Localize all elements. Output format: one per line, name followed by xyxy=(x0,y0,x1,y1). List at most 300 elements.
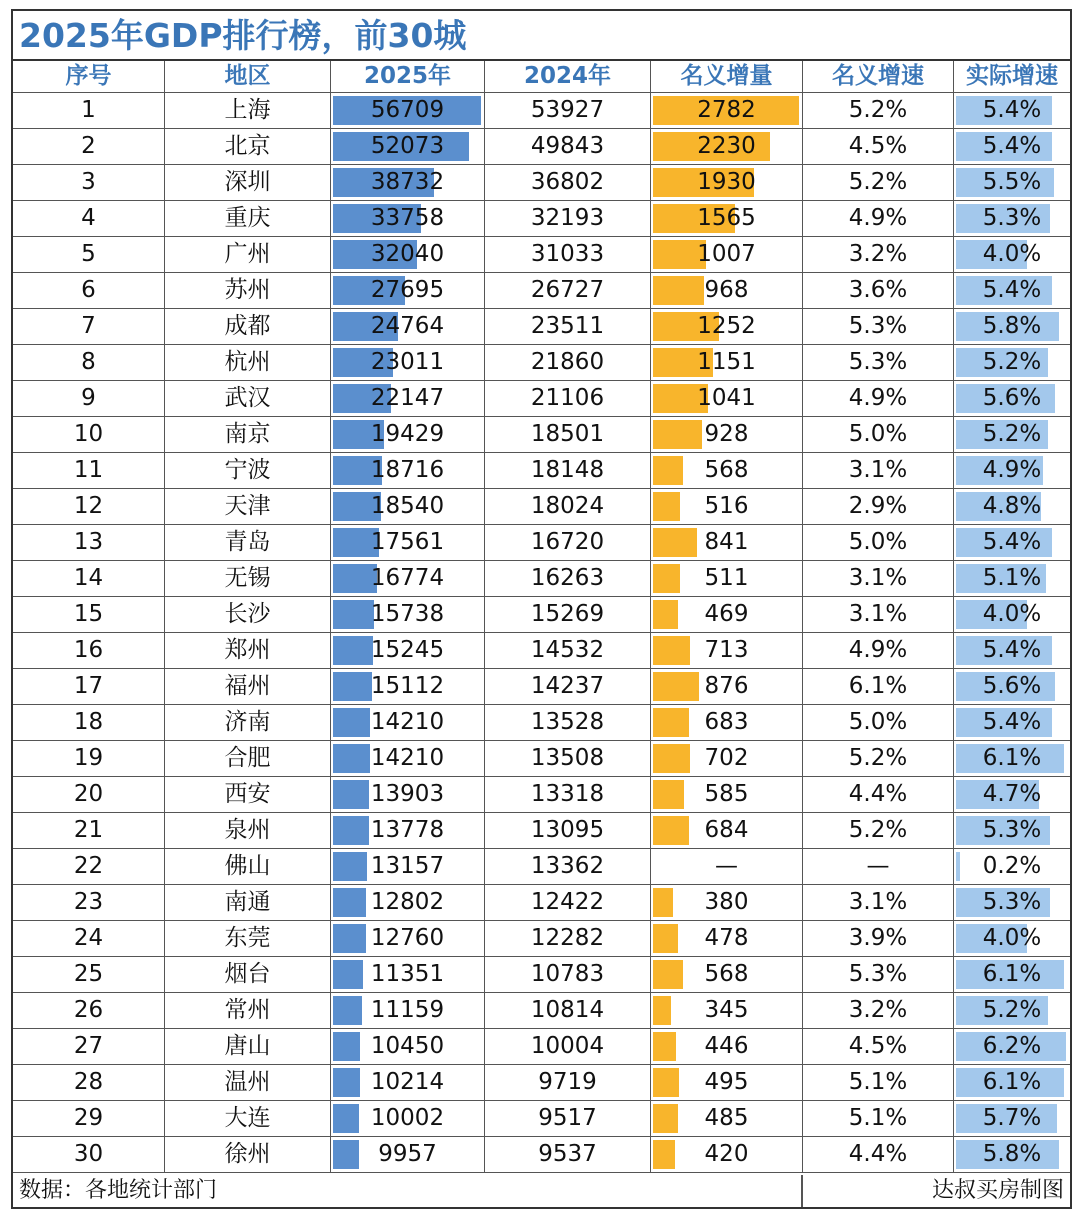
cell-value: 苏州 xyxy=(224,277,271,303)
cell-value: 6 xyxy=(81,277,96,303)
city-cell xyxy=(165,1065,331,1100)
gdp-2024-cell xyxy=(485,201,651,236)
value-bar xyxy=(653,960,683,989)
cell-value: 5.3% xyxy=(982,817,1042,843)
cell-value: 14237 xyxy=(530,673,605,699)
rank-cell xyxy=(13,813,165,848)
rank-cell xyxy=(13,741,165,776)
city-cell xyxy=(165,453,331,488)
nominal-growth-cell xyxy=(803,561,954,596)
value-bar xyxy=(333,780,369,809)
column-header: 2025年 xyxy=(331,61,485,92)
page-title: 2025年GDP排行榜，前30城 xyxy=(13,11,1070,61)
value-bar xyxy=(333,888,366,917)
cell-value: 18 xyxy=(73,709,104,735)
cell-value: 2.9% xyxy=(848,493,908,519)
rank-cell xyxy=(13,129,165,164)
cell-value: 9719 xyxy=(538,1069,597,1095)
table-row xyxy=(13,1101,1070,1137)
cell-value: 4.9% xyxy=(848,637,908,663)
cell-value: 3.1% xyxy=(848,457,908,483)
cell-value: 11351 xyxy=(370,961,445,987)
cell-value: 5.2% xyxy=(848,97,908,123)
cell-value: 大连 xyxy=(224,1105,271,1131)
cell-value: 杭州 xyxy=(224,349,271,375)
nominal-growth-cell xyxy=(803,705,954,740)
cell-value: 27695 xyxy=(370,277,445,303)
cell-value: 5.3% xyxy=(982,205,1042,231)
cell-value: 长沙 xyxy=(224,601,271,627)
nominal-growth-cell xyxy=(803,453,954,488)
value-bar xyxy=(333,816,369,845)
rank-cell xyxy=(13,1101,165,1136)
value-bar xyxy=(653,672,699,701)
cell-value: 5.1% xyxy=(848,1105,908,1131)
table-row xyxy=(13,741,1070,777)
cell-value: 31033 xyxy=(530,241,605,267)
cell-value: 9 xyxy=(81,385,96,411)
gdp-2024-cell xyxy=(485,417,651,452)
real-growth-cell xyxy=(954,237,1070,272)
table-row xyxy=(13,93,1070,129)
increment-cell xyxy=(651,813,803,848)
table-row xyxy=(13,1137,1070,1173)
value-bar xyxy=(653,636,690,665)
increment-cell xyxy=(651,849,803,884)
table-row xyxy=(13,273,1070,309)
cell-value: 25 xyxy=(73,961,104,987)
cell-value: 23511 xyxy=(530,313,605,339)
cell-value: 511 xyxy=(704,565,749,591)
table-header-row xyxy=(13,61,1070,93)
column-header: 名义增量 xyxy=(651,61,803,92)
gdp-2024-cell xyxy=(485,669,651,704)
cell-value: 32193 xyxy=(530,205,605,231)
real-growth-cell xyxy=(954,345,1070,380)
cell-value: 2230 xyxy=(697,133,756,159)
cell-value: 53927 xyxy=(530,97,605,123)
city-cell xyxy=(165,885,331,920)
city-cell xyxy=(165,489,331,524)
cell-value: 11159 xyxy=(370,997,445,1023)
cell-value: 福州 xyxy=(224,673,271,699)
gdp-2025-cell xyxy=(331,777,485,812)
rank-cell xyxy=(13,525,165,560)
gdp-2025-cell xyxy=(331,957,485,992)
value-bar xyxy=(333,744,370,773)
nominal-growth-cell xyxy=(803,597,954,632)
cell-value: 13362 xyxy=(530,853,605,879)
cell-value: 7 xyxy=(81,313,96,339)
rank-cell xyxy=(13,381,165,416)
city-cell xyxy=(165,849,331,884)
real-growth-cell xyxy=(954,525,1070,560)
cell-value: 20 xyxy=(73,781,104,807)
cell-value: 4.9% xyxy=(848,385,908,411)
cell-value: 上海 xyxy=(224,97,271,123)
cell-value: 16774 xyxy=(370,565,445,591)
cell-value: 9517 xyxy=(538,1105,597,1131)
table-row xyxy=(13,129,1070,165)
cell-value: 928 xyxy=(704,421,749,447)
table-row xyxy=(13,201,1070,237)
value-bar xyxy=(653,1068,679,1097)
real-growth-cell xyxy=(954,381,1070,416)
cell-value: 568 xyxy=(704,457,749,483)
real-growth-cell xyxy=(954,1137,1070,1172)
gdp-2025-cell xyxy=(331,1137,485,1172)
cell-value: 10783 xyxy=(530,961,605,987)
gdp-2025-cell xyxy=(331,1029,485,1064)
cell-value: 5.8% xyxy=(982,1141,1042,1167)
cell-value: 4.4% xyxy=(848,1141,908,1167)
city-cell xyxy=(165,561,331,596)
cell-value: 唐山 xyxy=(224,1033,271,1059)
gdp-2025-cell xyxy=(331,309,485,344)
increment-cell xyxy=(651,1065,803,1100)
cell-value: 5.7% xyxy=(982,1105,1042,1131)
city-cell xyxy=(165,417,331,452)
cell-value: 烟台 xyxy=(224,961,271,987)
cell-value: 12760 xyxy=(370,925,445,951)
city-cell xyxy=(165,597,331,632)
cell-value: 18716 xyxy=(370,457,445,483)
gdp-2024-cell xyxy=(485,93,651,128)
city-cell xyxy=(165,273,331,308)
cell-value: 5.8% xyxy=(982,313,1042,339)
increment-cell xyxy=(651,957,803,992)
nominal-growth-cell xyxy=(803,849,954,884)
real-growth-cell xyxy=(954,273,1070,308)
gdp-2024-cell xyxy=(485,381,651,416)
gdp-2025-cell xyxy=(331,561,485,596)
value-bar xyxy=(333,636,373,665)
cell-value: 重庆 xyxy=(224,205,271,231)
cell-value: 1 xyxy=(81,97,96,123)
cell-value: 36802 xyxy=(530,169,605,195)
table-row xyxy=(13,381,1070,417)
cell-value: 469 xyxy=(704,601,749,627)
rank-cell xyxy=(13,705,165,740)
nominal-growth-cell xyxy=(803,669,954,704)
cell-value: 15 xyxy=(73,601,104,627)
city-cell xyxy=(165,777,331,812)
cell-value: — xyxy=(866,853,890,879)
value-bar xyxy=(653,564,680,593)
gdp-2025-cell xyxy=(331,237,485,272)
cell-value: 1565 xyxy=(697,205,756,231)
gdp-2024-cell xyxy=(485,453,651,488)
cell-value: 6.1% xyxy=(848,673,908,699)
city-cell xyxy=(165,813,331,848)
cell-value: 841 xyxy=(704,529,749,555)
cell-value: 4.0% xyxy=(982,601,1042,627)
rank-cell xyxy=(13,453,165,488)
cell-value: 4.4% xyxy=(848,781,908,807)
cell-value: 5.2% xyxy=(848,169,908,195)
cell-value: 4.0% xyxy=(982,241,1042,267)
cell-value: 15245 xyxy=(370,637,445,663)
table-row xyxy=(13,597,1070,633)
gdp-2024-cell xyxy=(485,129,651,164)
table-row xyxy=(13,921,1070,957)
gdp-2025-cell xyxy=(331,705,485,740)
real-growth-cell xyxy=(954,993,1070,1028)
table-row xyxy=(13,705,1070,741)
rank-cell xyxy=(13,489,165,524)
cell-value: 18540 xyxy=(370,493,445,519)
cell-value: 14210 xyxy=(370,745,445,771)
nominal-growth-cell xyxy=(803,741,954,776)
cell-value: 5.2% xyxy=(982,997,1042,1023)
cell-value: 4.7% xyxy=(982,781,1042,807)
cell-value: 38732 xyxy=(370,169,445,195)
value-bar xyxy=(333,924,366,953)
table-row xyxy=(13,813,1070,849)
cell-value: 21106 xyxy=(530,385,605,411)
cell-value: 14210 xyxy=(370,709,445,735)
gdp-2024-cell xyxy=(485,705,651,740)
city-cell xyxy=(165,705,331,740)
cell-value: 东莞 xyxy=(224,925,271,951)
increment-cell xyxy=(651,345,803,380)
cell-value: 32040 xyxy=(370,241,445,267)
city-cell xyxy=(165,921,331,956)
value-bar xyxy=(333,1140,359,1169)
real-growth-cell xyxy=(954,633,1070,668)
cell-value: 西安 xyxy=(224,781,271,807)
gdp-2025-cell xyxy=(331,921,485,956)
rank-cell xyxy=(13,993,165,1028)
value-bar xyxy=(333,600,374,629)
cell-value: 14532 xyxy=(530,637,605,663)
increment-cell xyxy=(651,237,803,272)
gdp-2024-cell xyxy=(485,1137,651,1172)
increment-cell xyxy=(651,633,803,668)
cell-value: 泉州 xyxy=(224,817,271,843)
gdp-2025-cell xyxy=(331,813,485,848)
cell-value: 13318 xyxy=(530,781,605,807)
cell-value: 天津 xyxy=(224,493,271,519)
rank-cell xyxy=(13,417,165,452)
cell-value: 6.2% xyxy=(982,1033,1042,1059)
cell-value: 10004 xyxy=(530,1033,605,1059)
value-bar xyxy=(653,1104,678,1133)
real-growth-cell xyxy=(954,741,1070,776)
cell-value: 18501 xyxy=(530,421,605,447)
cell-value: 5.4% xyxy=(982,637,1042,663)
cell-value: 12282 xyxy=(530,925,605,951)
cell-value: 16720 xyxy=(530,529,605,555)
cell-value: 合肥 xyxy=(224,745,271,771)
rank-cell xyxy=(13,1065,165,1100)
nominal-growth-cell xyxy=(803,957,954,992)
real-growth-cell xyxy=(954,957,1070,992)
cell-value: 10 xyxy=(73,421,104,447)
real-growth-cell xyxy=(954,453,1070,488)
value-bar xyxy=(333,1104,359,1133)
cell-value: 13778 xyxy=(370,817,445,843)
table-row xyxy=(13,885,1070,921)
cell-value: 无锡 xyxy=(224,565,271,591)
real-growth-cell xyxy=(954,1029,1070,1064)
cell-value: 5.3% xyxy=(982,889,1042,915)
cell-value: 12 xyxy=(73,493,104,519)
city-cell xyxy=(165,957,331,992)
cell-value: 5.3% xyxy=(848,349,908,375)
gdp-2024-cell xyxy=(485,1065,651,1100)
nominal-growth-cell xyxy=(803,633,954,668)
cell-value: 968 xyxy=(704,277,749,303)
increment-cell xyxy=(651,525,803,560)
rank-cell xyxy=(13,165,165,200)
nominal-growth-cell xyxy=(803,885,954,920)
cell-value: 29 xyxy=(73,1105,104,1131)
cell-value: 24764 xyxy=(370,313,445,339)
data-source-note: 数据：各地统计部门 xyxy=(19,1178,218,1203)
cell-value: 17561 xyxy=(370,529,445,555)
rank-cell xyxy=(13,309,165,344)
nominal-growth-cell xyxy=(803,237,954,272)
value-bar xyxy=(653,276,704,305)
cell-value: 27 xyxy=(73,1033,104,1059)
rank-cell xyxy=(13,885,165,920)
cell-value: 345 xyxy=(704,997,749,1023)
real-growth-cell xyxy=(954,489,1070,524)
table-row xyxy=(13,345,1070,381)
cell-value: 3.9% xyxy=(848,925,908,951)
real-growth-cell xyxy=(954,93,1070,128)
increment-cell xyxy=(651,921,803,956)
rank-cell xyxy=(13,273,165,308)
value-bar xyxy=(333,960,363,989)
cell-value: 4 xyxy=(81,205,96,231)
value-bar xyxy=(653,420,702,449)
cell-value: 12802 xyxy=(370,889,445,915)
real-growth-cell xyxy=(954,309,1070,344)
cell-value: 4.8% xyxy=(982,493,1042,519)
cell-value: 3 xyxy=(81,169,96,195)
nominal-growth-cell xyxy=(803,381,954,416)
cell-value: 19 xyxy=(73,745,104,771)
cell-value: 13528 xyxy=(530,709,605,735)
real-growth-cell xyxy=(954,705,1070,740)
increment-cell xyxy=(651,129,803,164)
gdp-2024-cell xyxy=(485,345,651,380)
cell-value: 9957 xyxy=(378,1141,437,1167)
cell-value: 宁波 xyxy=(224,457,271,483)
nominal-growth-cell xyxy=(803,813,954,848)
rank-cell xyxy=(13,1137,165,1172)
value-bar xyxy=(653,780,684,809)
cell-value: 2 xyxy=(81,133,96,159)
gdp-2025-cell xyxy=(331,273,485,308)
cell-value: 702 xyxy=(704,745,749,771)
gdp-2024-cell xyxy=(485,849,651,884)
cell-value: 33758 xyxy=(370,205,445,231)
real-growth-cell xyxy=(954,201,1070,236)
gdp-2025-cell xyxy=(331,345,485,380)
gdp-2025-cell xyxy=(331,1065,485,1100)
cell-value: 684 xyxy=(704,817,749,843)
column-header: 序号 xyxy=(13,61,165,92)
cell-value: 10814 xyxy=(530,997,605,1023)
gdp-2024-cell xyxy=(485,885,651,920)
rank-cell xyxy=(13,597,165,632)
real-growth-cell xyxy=(954,561,1070,596)
cell-value: 1252 xyxy=(697,313,756,339)
table-row xyxy=(13,453,1070,489)
nominal-growth-cell xyxy=(803,273,954,308)
city-cell xyxy=(165,381,331,416)
real-growth-cell xyxy=(954,1065,1070,1100)
cell-value: 5.4% xyxy=(982,529,1042,555)
cell-value: 3.1% xyxy=(848,889,908,915)
value-bar xyxy=(653,492,680,521)
cell-value: 19429 xyxy=(370,421,445,447)
city-cell xyxy=(165,93,331,128)
gdp-2025-cell xyxy=(331,633,485,668)
cell-value: 13157 xyxy=(370,853,445,879)
cell-value: 5.1% xyxy=(982,565,1042,591)
cell-value: 3.2% xyxy=(848,997,908,1023)
table-row xyxy=(13,993,1070,1029)
gdp-2025-cell xyxy=(331,597,485,632)
cell-value: 4.9% xyxy=(982,457,1042,483)
cell-value: 713 xyxy=(704,637,749,663)
cell-value: 12422 xyxy=(530,889,605,915)
increment-cell xyxy=(651,309,803,344)
cell-value: 446 xyxy=(704,1033,749,1059)
real-growth-cell xyxy=(954,777,1070,812)
cell-value: 武汉 xyxy=(224,385,271,411)
city-cell xyxy=(165,1101,331,1136)
cell-value: 21 xyxy=(73,817,104,843)
cell-value: 18148 xyxy=(530,457,605,483)
cell-value: 5.0% xyxy=(848,529,908,555)
cell-value: 成都 xyxy=(224,313,271,339)
table-row xyxy=(13,417,1070,453)
real-growth-cell xyxy=(954,885,1070,920)
city-cell xyxy=(165,1029,331,1064)
city-cell xyxy=(165,201,331,236)
increment-cell xyxy=(651,165,803,200)
cell-value: 23 xyxy=(73,889,104,915)
value-bar xyxy=(653,924,678,953)
gdp-2024-cell xyxy=(485,489,651,524)
increment-cell xyxy=(651,1137,803,1172)
gdp-2025-cell xyxy=(331,453,485,488)
rank-cell xyxy=(13,1029,165,1064)
nominal-growth-cell xyxy=(803,1101,954,1136)
cell-value: 5.4% xyxy=(982,97,1042,123)
gdp-2024-cell xyxy=(485,741,651,776)
gdp-2025-cell xyxy=(331,885,485,920)
nominal-growth-cell xyxy=(803,1065,954,1100)
cell-value: 3.1% xyxy=(848,601,908,627)
city-cell xyxy=(165,309,331,344)
cell-value: 1151 xyxy=(697,349,756,375)
gdp-2025-cell xyxy=(331,525,485,560)
column-header: 地区 xyxy=(165,61,331,92)
cell-value: 5.2% xyxy=(982,421,1042,447)
increment-cell xyxy=(651,417,803,452)
cell-value: 0.2% xyxy=(982,853,1042,879)
rank-cell xyxy=(13,633,165,668)
gdp-2024-cell xyxy=(485,957,651,992)
cell-value: 2782 xyxy=(697,97,756,123)
rank-cell xyxy=(13,345,165,380)
